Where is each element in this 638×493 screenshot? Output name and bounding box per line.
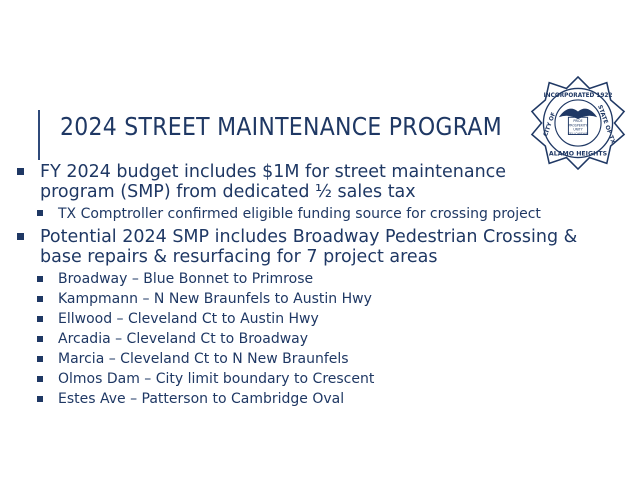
- project-area-item: [0, 369, 638, 389]
- project-area-text: Kampmann – N New Braunfels to Austin Hwy: [58, 291, 372, 307]
- square-bullet-icon: [37, 210, 43, 216]
- project-area-text: Broadway – Blue Bonnet to Primrose: [58, 271, 314, 287]
- seal-top-text: INCORPORATED 1922: [543, 93, 613, 100]
- project-area-item: [0, 349, 638, 369]
- project-area-text: Olmos Dam – City limit boundary to Crescent: [58, 371, 375, 387]
- project-area-item: [0, 329, 638, 349]
- title-accent-line: [38, 110, 40, 160]
- bullet-line: FY 2024 budget includes $1M for street maintenance: [40, 162, 507, 182]
- square-bullet-icon: [17, 168, 24, 175]
- seal-motto-4: FELLOWSHIP: [568, 132, 588, 136]
- bullet-fy2024-budget: [0, 162, 638, 202]
- project-area-text: Arcadia – Cleveland Ct to Broadway: [58, 331, 309, 347]
- slide-content: [0, 162, 638, 409]
- square-bullet-icon: [37, 356, 43, 362]
- bullet-line: base repairs & resurfacing for 7 project areas: [40, 247, 438, 267]
- project-area-text: Marcia – Cleveland Ct to N New Braunfels: [58, 351, 349, 367]
- project-area-item: [0, 309, 638, 329]
- project-area-item: [0, 269, 638, 289]
- seal-motto-1: PRIDE: [573, 119, 583, 124]
- seal-left-text: CITY OF: [543, 111, 558, 138]
- square-bullet-icon: [37, 336, 43, 342]
- project-area-text: Ellwood – Cleveland Ct to Austin Hwy: [58, 311, 319, 327]
- square-bullet-icon: [37, 376, 43, 382]
- sub-bullet-text: TX Comptroller confirmed eligible funding source for crossing project: [58, 206, 541, 222]
- project-area-item: [0, 389, 638, 409]
- bullet-potential-smp: [0, 227, 638, 267]
- square-bullet-icon: [37, 296, 43, 302]
- sub-bullet-comptroller: [0, 204, 638, 224]
- seal-right-text: STATE OF TX: [596, 104, 616, 145]
- square-bullet-icon: [37, 316, 43, 322]
- project-area-item: [0, 289, 638, 309]
- bullet-line: program (SMP) from dedicated ½ sales tax: [40, 182, 416, 202]
- bullet-line: Potential 2024 SMP includes Broadway Pedestrian Crossing &: [40, 227, 578, 247]
- seal-motto-2: PROSPERITY: [568, 123, 588, 128]
- square-bullet-icon: [37, 276, 43, 282]
- square-bullet-icon: [17, 233, 24, 240]
- seal-bottom-text: ALAMO HEIGHTS: [548, 150, 608, 158]
- city-seal-logo: [530, 75, 626, 171]
- project-area-text: Estes Ave – Patterson to Cambridge Oval: [58, 391, 345, 407]
- seal-motto-3: UNITY: [573, 127, 583, 132]
- slide-title: 2024 STREET MAINTENANCE PROGRAM: [60, 112, 502, 141]
- square-bullet-icon: [37, 396, 43, 402]
